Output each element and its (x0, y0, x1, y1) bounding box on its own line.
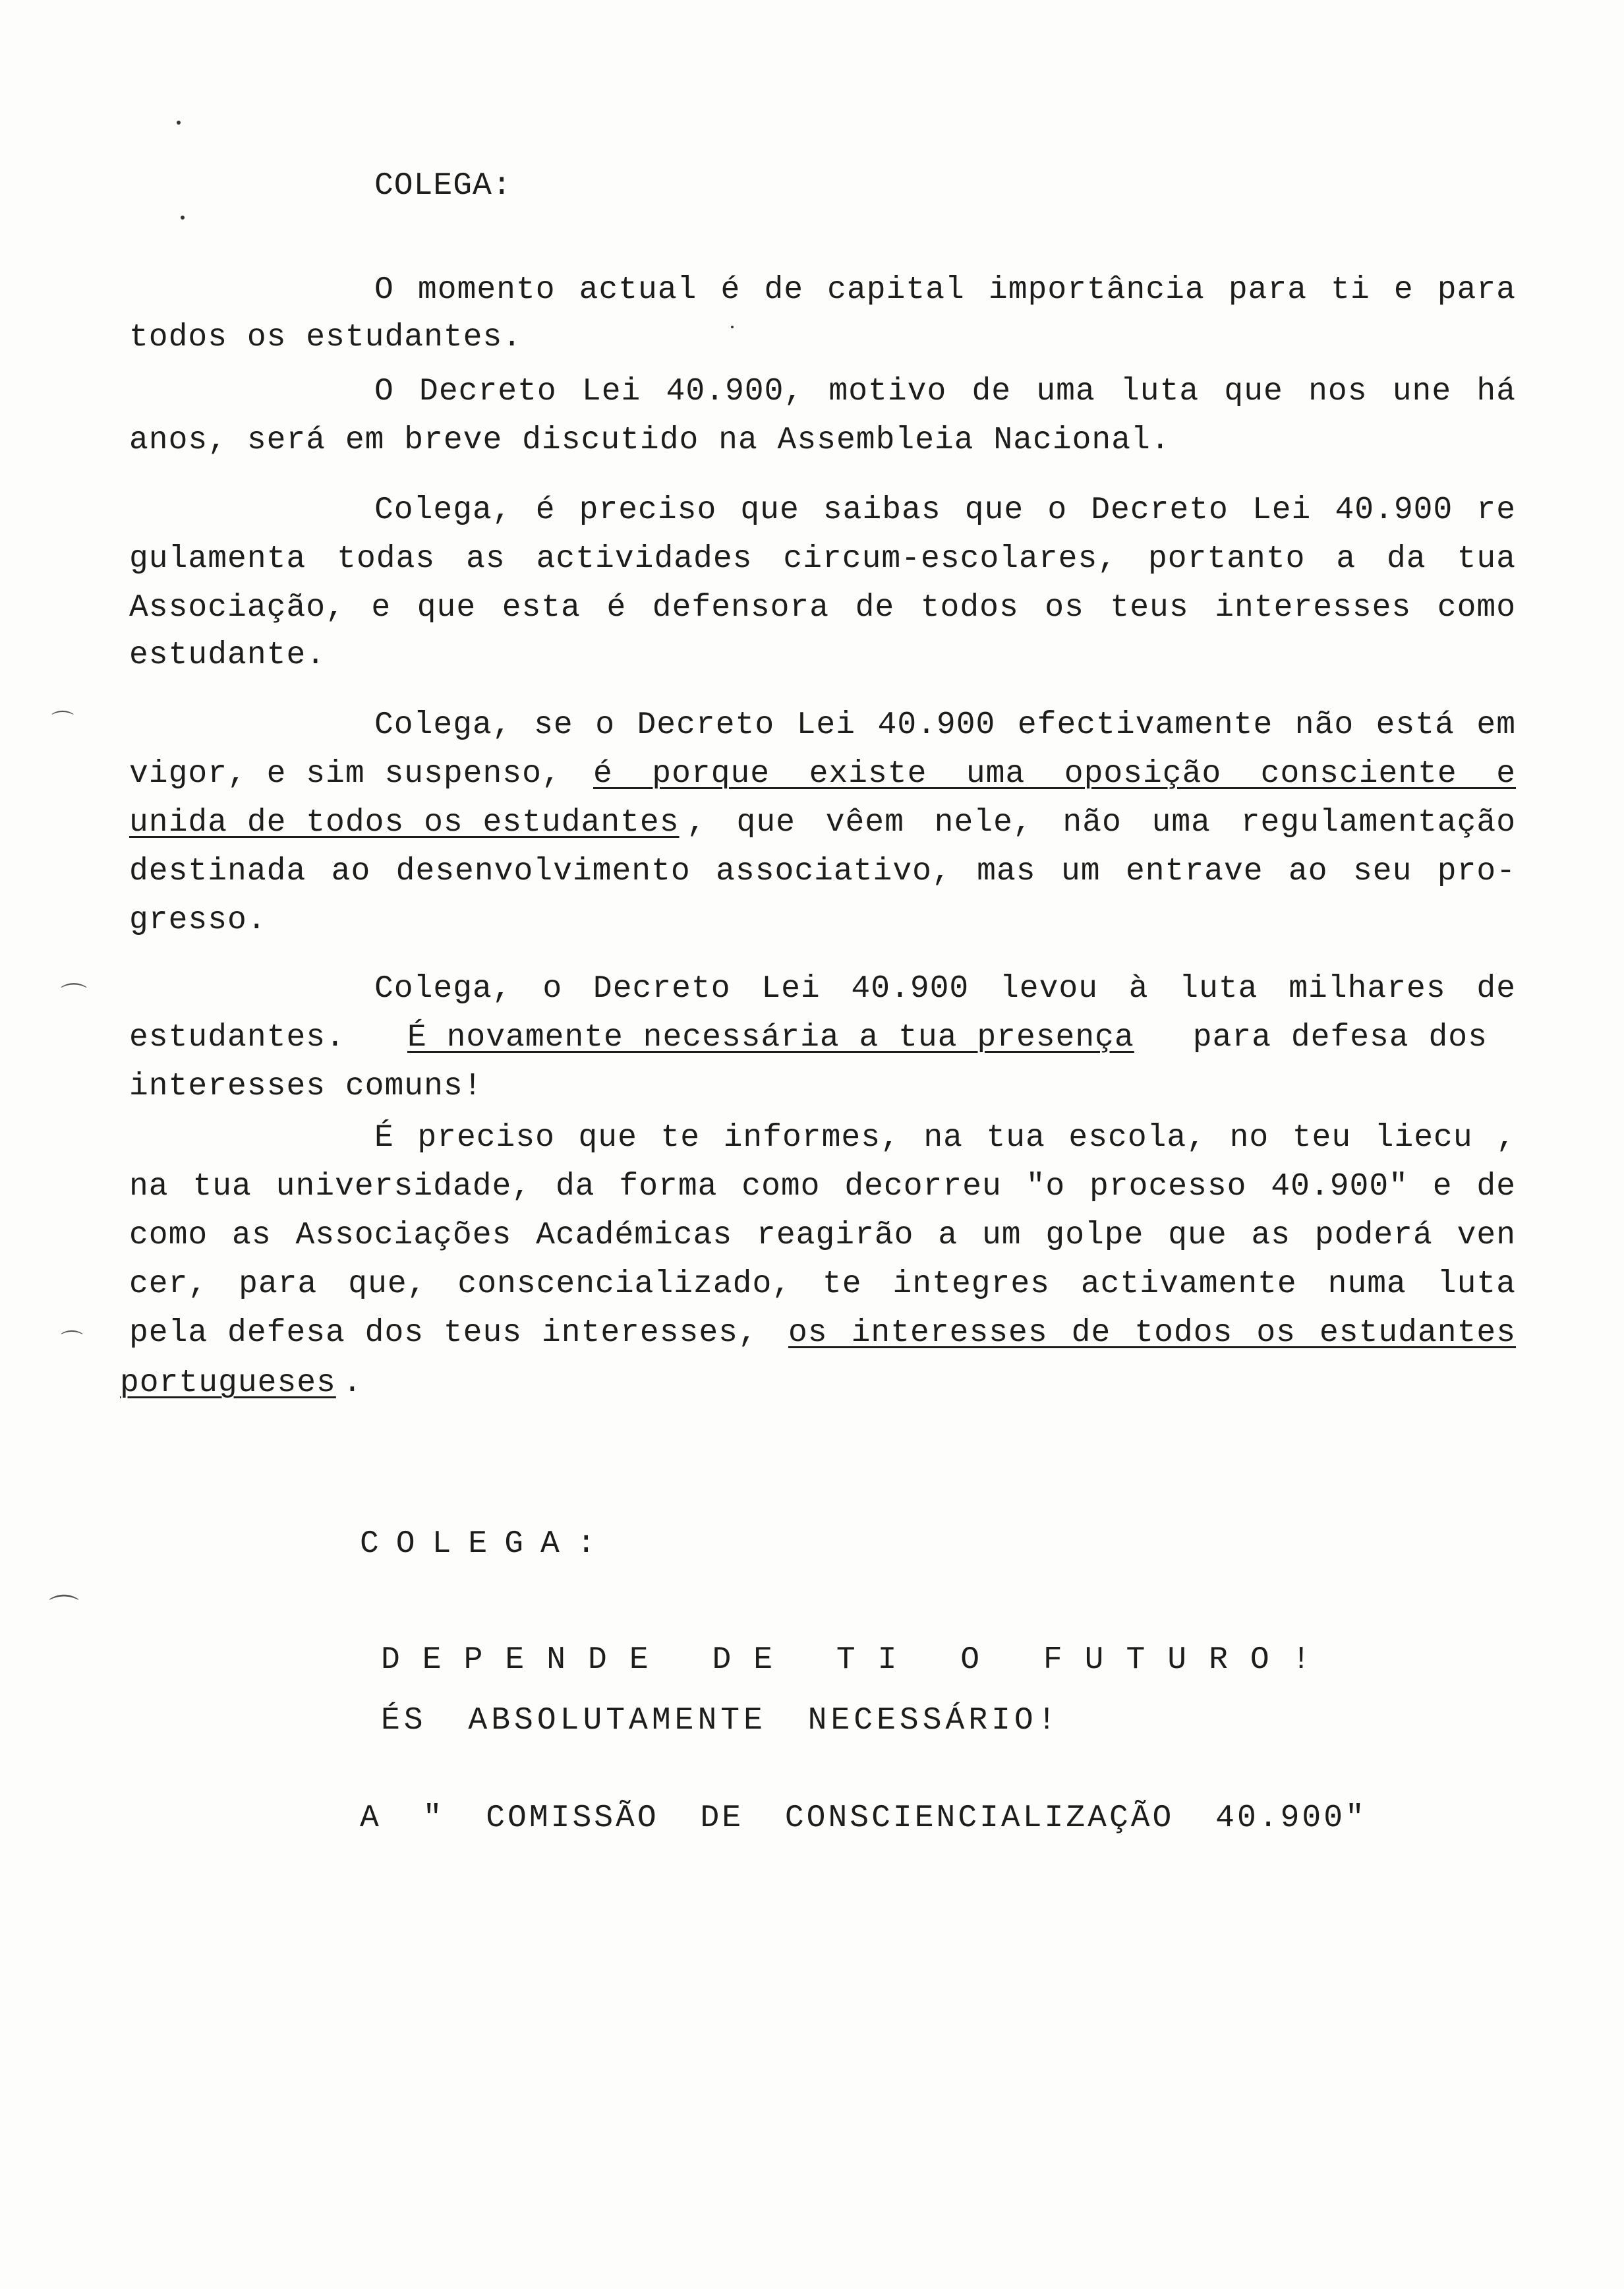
paragraph-4-line-5: gresso. (129, 903, 267, 938)
paragraph-2-line-1: O Decreto Lei 40.900, motivo de uma luta que nos une há (374, 374, 1516, 409)
slogan-future: DEPENDE DE TI O FUTURO! (381, 1642, 1333, 1678)
paragraph-3-line-2: gulamenta todas as actividades circum-escolares, portanto a da tua (129, 541, 1516, 577)
margin-pencil-mark-3: ⌒ (61, 1329, 83, 1355)
margin-pencil-mark-1: ⌒ (51, 709, 74, 736)
paragraph-4-underlined-students: unida de todos os estudantes (129, 805, 680, 841)
paragraph-6-line-3: como as Associações Académicas reagirão a um golpe que as poderá ven (129, 1218, 1516, 1253)
signature: A " COMISSÃO DE CONSCIENCIALIZAÇÃO 40.900" (360, 1800, 1367, 1836)
salutation-bottom: COLEGA: (360, 1526, 613, 1562)
paragraph-5-line-1: Colega, o Decreto Lei 40.900 levou à luta milhares de (374, 971, 1516, 1007)
paragraph-6-line-4: cer, para que, conscencializado, te integres activamente numa luta (129, 1266, 1516, 1302)
paragraph-5-line-3: interesses comuns! (129, 1069, 483, 1104)
margin-pencil-mark-2: ⌒ (61, 982, 87, 1012)
paragraph-6-final-period: . (343, 1365, 362, 1401)
paragraph-6-line-5-start: pela defesa dos teus interesses, (129, 1315, 778, 1351)
slogan-necessary: ÉS ABSOLUTAMENTE NECESSÁRIO! (381, 1703, 1060, 1739)
paragraph-5-line-2-end: para defesa dos (1173, 1020, 1488, 1055)
paragraph-3-line-1: Colega, é preciso que saibas que o Decreto Lei 40.900 re (374, 492, 1516, 528)
paragraph-1-line-1: O momento actual é de capital importância para ti e para (374, 272, 1516, 308)
paragraph-5-line-2-start: estudantes. (129, 1020, 365, 1055)
paragraph-6-underlined-interests: os interesses de todos os estudantes (788, 1315, 1516, 1351)
paragraph-4-line-4: destinada ao desenvolvimento associativo, mas um entrave ao seu pro- (129, 854, 1516, 889)
punch-mark-top (177, 121, 181, 125)
paragraph-2-line-2: anos, será em breve discutido na Assembleia Nacional. (129, 423, 1171, 458)
margin-pencil-mark-4: ⌒ (49, 1592, 79, 1628)
paragraph-6-line-1: É preciso que te informes, na tua escola, no teu liecu , (374, 1120, 1516, 1156)
punch-mark-second (181, 216, 185, 220)
paragraph-3-line-3: Associação, e que esta é defensora de todos os teus interesses como (129, 590, 1516, 626)
paragraph-6-line-2: na tua universidade, da forma como decorreu "o processo 40.900" e de (129, 1169, 1516, 1204)
paragraph-5-underlined-presence: É novamente necessária a tua presença (407, 1020, 1134, 1055)
paragraph-1-line-2: todos os estudantes. (129, 320, 523, 355)
paragraph-6-underlined-portuguese: portugueses (120, 1365, 336, 1401)
paragraph-4-underlined-opposition: é porque existe uma oposição consciente e (593, 756, 1516, 792)
paragraph-3-line-4: estudante. (129, 638, 326, 673)
paragraph-4-line-2-start: vigor, e sim suspenso, (129, 756, 581, 792)
ink-speck (731, 326, 734, 328)
paragraph-4-line-1: Colega, se o Decreto Lei 40.900 efectivamente não está em (374, 707, 1516, 743)
salutation-top: COLEGA: (374, 168, 512, 204)
paragraph-4-line-3-end: , que vêem nele, não uma regulamentação (687, 805, 1516, 841)
